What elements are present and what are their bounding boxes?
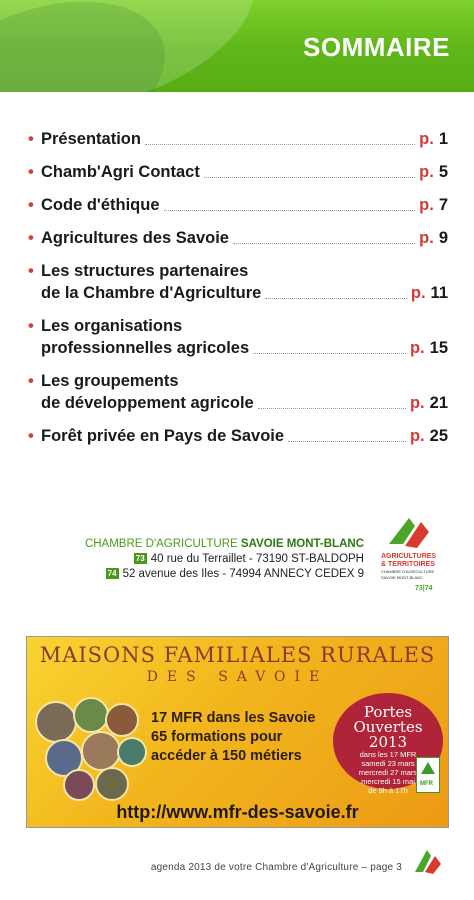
bullet: • <box>28 229 34 247</box>
logo-text-4: SAVOIE MONT-BLANC <box>381 575 423 580</box>
logo-text-2: & TERRITOIRES <box>381 561 435 568</box>
toc-label <box>41 370 254 414</box>
photo-circle <box>63 769 95 801</box>
toc-label: Agricultures des Savoie <box>41 229 229 247</box>
toc-page <box>411 282 448 304</box>
toc-item-organisations-professionnelles[interactable] <box>28 315 448 359</box>
toc-label: Présentation <box>41 130 141 148</box>
org-prefix: CHAMBRE D'AGRICULTURE <box>84 538 241 550</box>
bubble-text: dans les 17 MFR <box>359 750 417 759</box>
photo-circle <box>81 731 121 771</box>
dot-leader <box>265 297 407 299</box>
bullet: • <box>28 163 34 181</box>
page-number: 15 <box>429 339 448 357</box>
page-title: SOMMAIRE <box>303 32 450 62</box>
organization-name <box>64 538 364 550</box>
address-text: 40 rue du Terraillet - 73190 ST-BALDOPH <box>150 553 364 565</box>
page-prefix: p. <box>410 284 426 302</box>
bubble-text: Ouvertes <box>353 718 423 736</box>
dot-leader <box>288 440 406 442</box>
photo-circle <box>35 701 77 743</box>
bullet: • <box>28 130 34 148</box>
page-prefix: p. <box>409 427 425 445</box>
page-prefix: p. <box>419 130 434 148</box>
chamber-logo-icon <box>375 514 451 594</box>
toc-label-line2: de développement agricole <box>41 394 254 412</box>
page-number: 5 <box>438 163 448 181</box>
address-line-74 <box>64 568 364 580</box>
toc-label-line2: professionnelles agricoles <box>41 339 250 357</box>
logo-text-1: AGRICULTURES <box>381 553 437 560</box>
toc-label <box>41 260 261 304</box>
toc-page <box>419 161 448 183</box>
page-number: 11 <box>430 284 448 302</box>
toc-item-groupements-developpement[interactable] <box>28 370 448 414</box>
address-block <box>64 538 364 580</box>
toc-label: Code d'éthique <box>41 196 160 214</box>
page-number: 21 <box>429 394 448 412</box>
advertisement-banner[interactable] <box>26 636 449 828</box>
dept-badge: 74 <box>107 569 117 578</box>
toc-label: Chamb'Agri Contact <box>41 163 200 181</box>
address-text: 52 avenue des Iles - 74994 ANNECY CEDEX 9 <box>122 568 364 580</box>
toc-item-presentation[interactable] <box>28 128 448 150</box>
bullet: • <box>28 262 34 280</box>
toc-label: Forêt privée en Pays de Savoie <box>41 427 285 445</box>
page-prefix: p. <box>419 229 434 247</box>
toc-item-chambagri-contact[interactable] <box>28 161 448 183</box>
toc-item-code-ethique[interactable] <box>28 194 448 216</box>
dot-leader <box>253 352 406 354</box>
dept-badge: 73 <box>135 554 145 563</box>
photo-circle <box>73 697 109 733</box>
page-number: 1 <box>438 130 448 148</box>
page-number: 7 <box>438 196 448 214</box>
toc-label <box>41 315 249 359</box>
page-prefix: p. <box>409 394 425 412</box>
dot-leader <box>233 242 415 244</box>
page-number: 25 <box>429 427 448 445</box>
page-number: 9 <box>438 229 448 247</box>
photo-circle <box>95 767 129 801</box>
ad-text <box>151 709 315 766</box>
footer-logo-icon <box>411 846 443 876</box>
bubble-date: samedi 23 mars <box>361 759 415 768</box>
table-of-contents <box>28 128 448 458</box>
toc-item-foret-privee[interactable] <box>28 425 448 447</box>
toc-page <box>419 194 448 216</box>
ad-photo-collage <box>33 697 145 797</box>
ad-line: 17 MFR dans les Savoie <box>151 710 316 726</box>
dot-leader <box>258 407 406 409</box>
toc-page <box>410 392 448 414</box>
bubble-date: mercredi 27 mars <box>358 768 418 777</box>
org-bold: SAVOIE MONT-BLANC <box>240 538 364 550</box>
bullet: • <box>28 317 34 335</box>
logo-text-5: 73|74 <box>415 585 433 592</box>
ad-line: accéder à 150 métiers <box>151 748 302 764</box>
page-footer: agenda 2013 de votre Chambre d'Agriculture – page 3 <box>150 862 402 873</box>
toc-page <box>410 337 448 359</box>
address-line-73 <box>64 553 364 565</box>
bullet: • <box>28 372 34 390</box>
bubble-year: 2013 <box>368 733 408 751</box>
bubble-hours: de 9h à 17h <box>368 786 408 795</box>
toc-label-line2: de la Chambre d'Agriculture <box>41 284 262 302</box>
toc-item-agricultures-savoie[interactable] <box>28 227 448 249</box>
toc-label-line1: Les structures partenaires <box>41 262 249 280</box>
ad-subtitle: DES SAVOIE <box>146 669 329 685</box>
page-prefix: p. <box>409 339 425 357</box>
photo-circle <box>105 703 139 737</box>
logo-text-3: CHAMBRE D'AGRICULTURE <box>381 569 435 574</box>
toc-page <box>410 425 448 447</box>
ad-line: 65 formations pour <box>151 729 283 745</box>
ad-title: MAISONS FAMILIALES RURALES <box>39 643 436 667</box>
dot-leader <box>145 143 415 145</box>
bullet: • <box>28 196 34 214</box>
dot-leader <box>204 176 415 178</box>
toc-label-line1: Les organisations <box>41 317 183 335</box>
photo-circle <box>117 737 147 767</box>
header-swoosh-light <box>0 0 277 92</box>
bubble-date: mercredi 15 mai <box>361 777 415 786</box>
bubble-text: Portes <box>363 703 413 721</box>
toc-label-line1: Les groupements <box>41 372 179 390</box>
bullet: • <box>28 427 34 445</box>
toc-page <box>419 128 448 150</box>
toc-item-structures-partenaires[interactable] <box>28 260 448 304</box>
mfr-logo-icon <box>416 757 440 793</box>
ad-url-link[interactable]: http://www.mfr-des-savoie.fr <box>116 802 359 822</box>
mfr-logo-text: MFR <box>420 781 433 787</box>
page-prefix: p. <box>419 196 434 214</box>
page-header <box>0 0 474 92</box>
toc-page <box>419 227 448 249</box>
dot-leader <box>164 209 416 211</box>
page-prefix: p. <box>419 163 434 181</box>
